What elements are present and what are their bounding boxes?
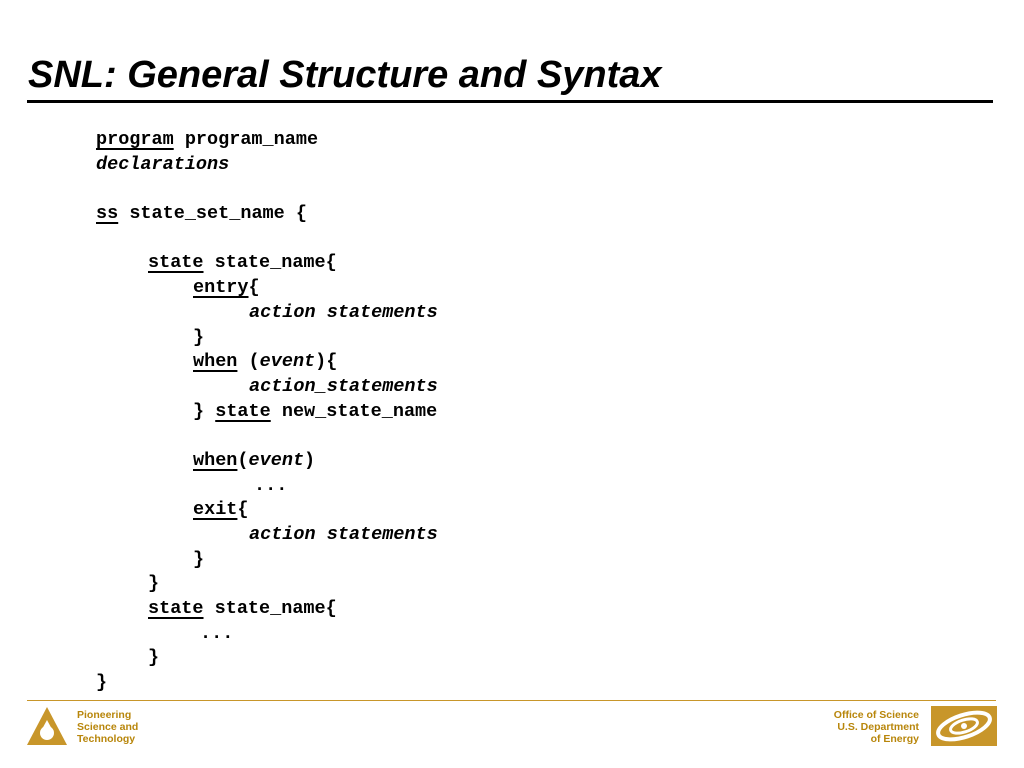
code-line	[96, 400, 438, 425]
code-line	[96, 276, 438, 301]
code-blank-line	[96, 424, 438, 449]
code-line	[96, 622, 438, 647]
code-blank-line	[96, 177, 438, 202]
code-placeholder: event	[248, 449, 305, 471]
code-keyword: program	[96, 129, 174, 150]
footer-organization-line: U.S. Department	[837, 721, 919, 733]
code-text: (	[237, 449, 249, 471]
code-text: ){	[315, 351, 338, 373]
code-line	[96, 375, 438, 400]
code-placeholder: event	[259, 351, 316, 373]
code-line	[96, 202, 438, 227]
footer-organization-line: Office of Science	[833, 709, 919, 721]
code-keyword: state	[148, 252, 204, 274]
code-text: state_set_name {	[118, 203, 307, 225]
footer-tagline-line: Technology	[77, 733, 136, 745]
code-text: (	[237, 351, 260, 373]
code-line	[96, 671, 438, 696]
code-text: new_state_name	[270, 400, 438, 422]
slide-title: SNL: General Structure and Syntax	[28, 54, 662, 96]
code-text: }	[193, 548, 205, 570]
code-line	[96, 646, 438, 671]
code-line	[96, 498, 438, 523]
code-keyword: when	[193, 351, 238, 373]
code-line	[96, 572, 438, 597]
code-line	[96, 548, 438, 573]
footer-organization-line: of Energy	[870, 733, 919, 745]
footer-divider	[27, 700, 996, 701]
code-line	[96, 251, 438, 276]
title-divider	[27, 100, 993, 103]
code-text: state_name{	[203, 598, 337, 620]
code-text: }	[193, 326, 205, 348]
code-keyword: entry	[193, 277, 249, 299]
code-placeholder: action_statements	[249, 375, 438, 397]
code-keyword: ss	[96, 203, 119, 225]
code-line	[96, 523, 438, 548]
code-line	[96, 326, 438, 351]
code-text: ...	[254, 474, 288, 496]
code-line	[96, 597, 438, 622]
footer-tagline	[77, 709, 138, 745]
code-text: }	[96, 672, 108, 694]
code-keyword: state	[215, 400, 271, 422]
code-text: }	[193, 400, 216, 422]
code-placeholder: declarations	[96, 153, 230, 175]
code-text: }	[148, 647, 160, 669]
code-keyword: exit	[193, 499, 238, 521]
code-line	[96, 301, 438, 326]
code-line	[96, 350, 438, 375]
code-text: {	[237, 499, 249, 521]
code-text: }	[148, 573, 160, 595]
code-text: )	[304, 449, 316, 471]
doe-office-of-science-logo-icon	[931, 706, 997, 751]
code-line	[96, 474, 438, 499]
code-blank-line	[96, 227, 438, 252]
code-keyword: when	[193, 449, 238, 471]
footer-organization	[834, 709, 919, 745]
code-text: ...	[200, 622, 234, 644]
code-placeholder: action statements	[249, 301, 438, 323]
argonne-logo-icon	[26, 706, 68, 751]
code-text: state_name{	[203, 252, 337, 274]
code-line	[96, 153, 438, 178]
code-line	[96, 128, 438, 153]
code-placeholder: action statements	[249, 524, 438, 545]
footer-tagline-line: Science and	[77, 721, 139, 733]
footer-tagline-line: Pioneering	[77, 709, 132, 721]
code-block	[96, 128, 438, 696]
code-line	[96, 449, 438, 474]
code-text: program_name	[173, 129, 319, 150]
code-text: {	[248, 277, 260, 299]
code-keyword: state	[148, 598, 204, 620]
